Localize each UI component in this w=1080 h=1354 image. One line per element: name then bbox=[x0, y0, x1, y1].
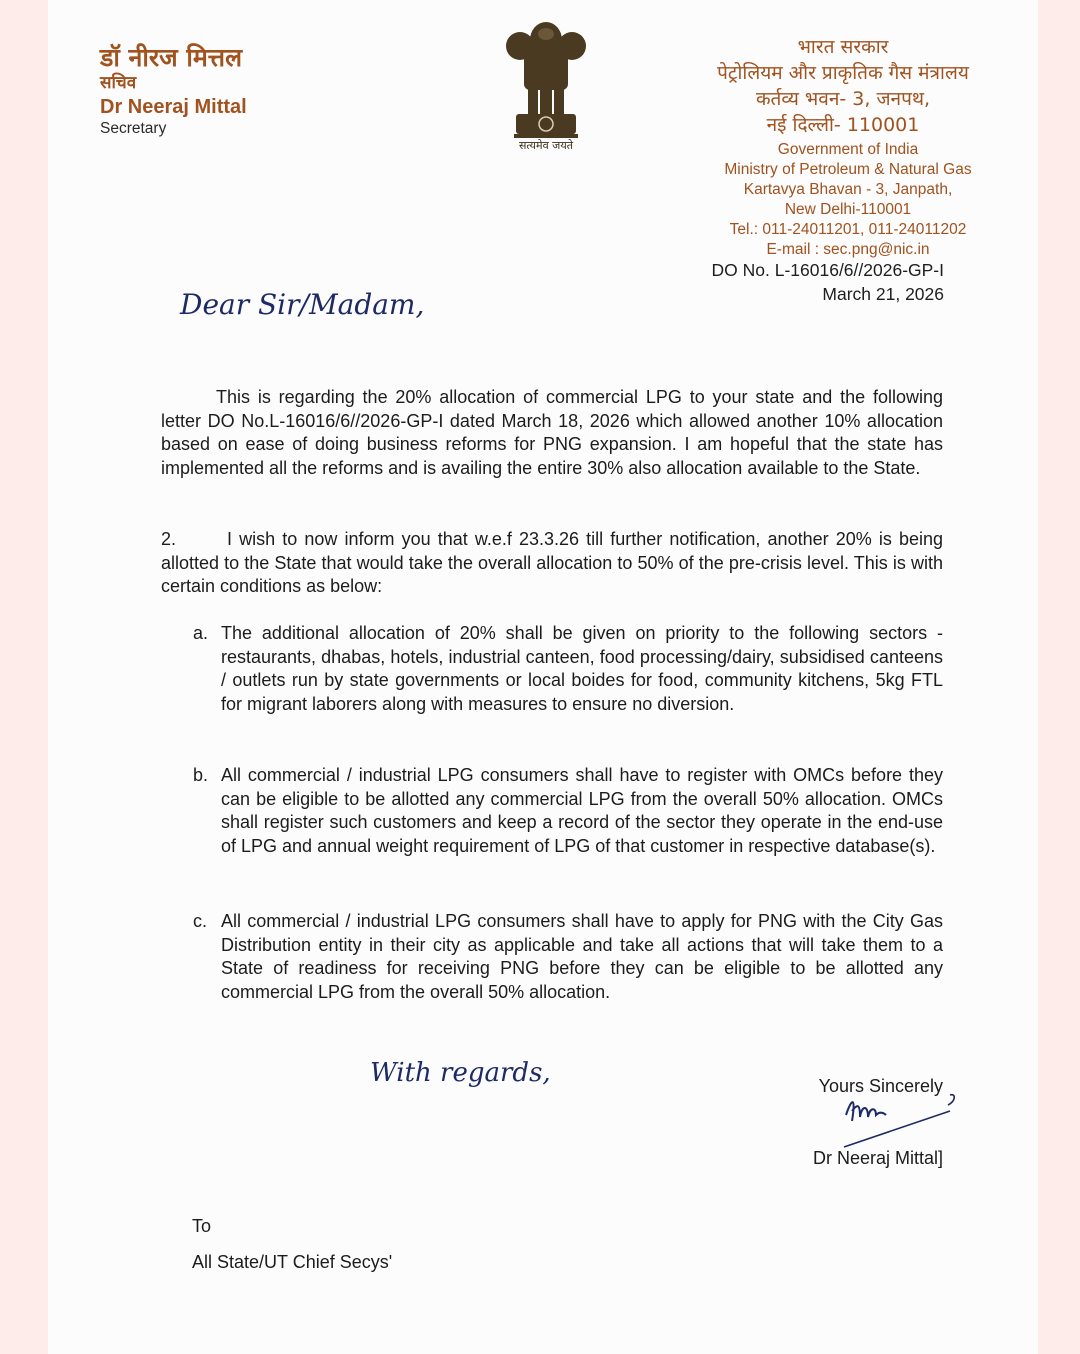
handwritten-signature-icon bbox=[838, 1093, 968, 1153]
condition-a bbox=[193, 622, 943, 717]
valediction: Yours Sincerely bbox=[818, 1076, 943, 1096]
address-english-line-4: New Delhi-110001 bbox=[784, 201, 912, 218]
address-hindi-line-1: भारत सरकार bbox=[797, 36, 889, 58]
address-hindi-line-2: पेट्रोलियम और प्राकृतिक गैस मंत्रालय bbox=[717, 62, 969, 84]
recipient-to-label: To bbox=[192, 1216, 212, 1236]
condition-b-label: b. bbox=[193, 765, 209, 785]
address-english-line-2: Ministry of Petroleum & Natural Gas bbox=[724, 161, 972, 178]
condition-c-text: All commercial / industrial LPG consumers shall have to apply for PNG with the City Gas Distribution entity in their city as applicable and take all actions that will take them to a State of readiness for receiving PNG before they can be eligible to be allotted any commercial LPG from the overall 50% allocation. bbox=[221, 911, 943, 1003]
sender-title-hindi: सचिव bbox=[100, 73, 137, 93]
closing-handwritten: With regards, bbox=[370, 1058, 551, 1088]
signatory-name: Dr Neeraj Mittal] bbox=[812, 1148, 943, 1168]
do-number: DO No. L-16016/6//2026-GP-I bbox=[711, 260, 944, 280]
condition-a-label: a. bbox=[193, 623, 209, 643]
condition-c bbox=[193, 910, 943, 1005]
emblem-motto: सत्यमेव जयते bbox=[518, 139, 573, 152]
sender-name-hindi: डॉ नीरज मित्तल bbox=[100, 43, 243, 72]
condition-a-text: The additional allocation of 20% shall be given on priority to the following sectors - restaurants, dhabas, hotels, industrial canteen, food processing/dairy, subsidised canteens / outlets run by state governments or local boides for food, community kitchens, 5kg FTL for migrant laborers along with measures to ensure no diversion. bbox=[221, 623, 943, 715]
paragraph-1: This is regarding the 20% allocation of commercial LPG to your state and the following letter DO No.L-16016/6//2026-GP-I dated March 18, 2026 which allowed another 10% allocation based on ease of doing business reforms for PNG expansion. I am hopeful that the state has implemented all the reforms and is availing the entire 30% also allocation available to the State. bbox=[161, 387, 943, 479]
salutation-handwritten: Dear Sir/Madam, bbox=[180, 288, 425, 321]
address-hindi-line-3: कर्तव्य भवन- 3, जनपथ, bbox=[755, 88, 931, 110]
sender-title-english: Secretary bbox=[100, 120, 167, 137]
paragraph-2 bbox=[161, 528, 943, 599]
address-email: E-mail : sec.png@nic.in bbox=[766, 241, 930, 258]
sender-name-english: Dr Neeraj Mittal bbox=[100, 96, 247, 118]
address-english-line-1: Government of India bbox=[777, 141, 919, 158]
condition-b bbox=[193, 764, 943, 859]
letter-date: March 21, 2026 bbox=[822, 284, 944, 304]
paragraph-2-number: 2. bbox=[161, 529, 177, 549]
condition-b-text: All commercial / industrial LPG consumers shall have to register with OMCs before they can be eligible to be allotted any commercial LPG from the overall 50% allocation. OMCs shall register such customers and keep a record of the sector they operate in the end-use of LPG and annual weight requirement of LPG of that customer in respective database(s). bbox=[221, 765, 943, 857]
condition-c-label: c. bbox=[193, 911, 208, 931]
address-telephone: Tel.: 011-24011201, 011-24011202 bbox=[729, 221, 967, 238]
letter-page bbox=[48, 0, 1038, 1354]
address-english-line-3: Kartavya Bhavan - 3, Janpath, bbox=[743, 181, 953, 198]
paragraph-2-text: I wish to now inform you that w.e.f 23.3.26 till further notification, another 20% is being allotted to the State that would take the overall allocation to 50% of the pre-crisis level. This is with certain conditions as below: bbox=[161, 529, 943, 597]
recipient-addressee: All State/UT Chief Secys' bbox=[192, 1252, 393, 1272]
address-hindi-line-4: नई दिल्ली- 110001 bbox=[766, 114, 920, 136]
